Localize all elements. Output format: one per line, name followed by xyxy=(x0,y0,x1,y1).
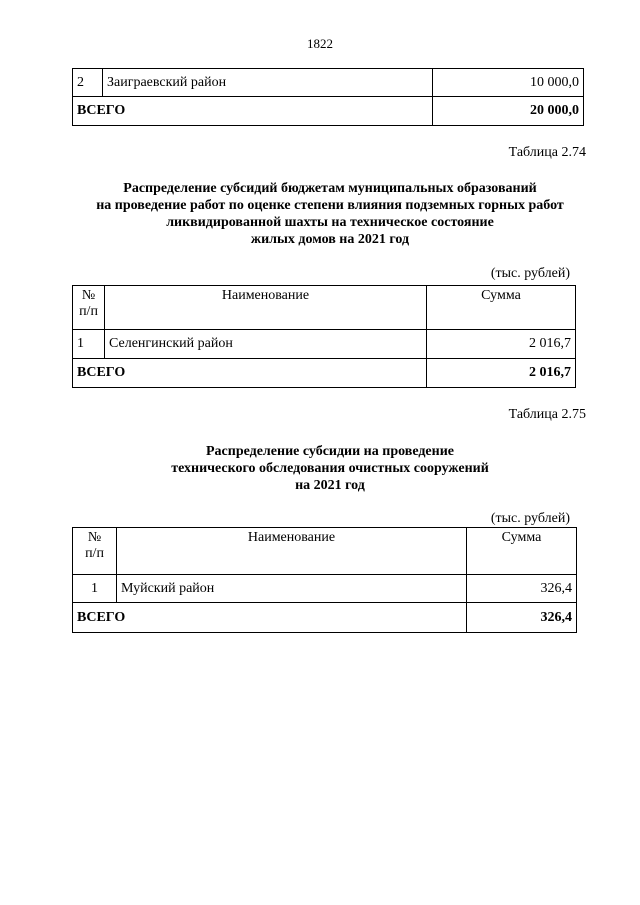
page-number: 1822 xyxy=(307,36,333,51)
header-number-line2: п/п xyxy=(79,304,98,319)
row-sum: 326,4 xyxy=(467,575,577,603)
title-line: на проведение работ по оценке степени влияния подземных горных работ xyxy=(96,198,564,213)
total-label: ВСЕГО xyxy=(73,603,467,633)
table-header xyxy=(73,286,576,330)
total-label: ВСЕГО xyxy=(73,359,427,388)
header-number-line2: п/п xyxy=(85,546,104,561)
header-sum: Сумма xyxy=(427,286,576,330)
total-row xyxy=(73,97,584,126)
total-sum: 326,4 xyxy=(467,603,577,633)
units-label: (тыс. рублей) xyxy=(490,511,570,526)
total-sum: 20 000,0 xyxy=(433,97,584,126)
row-number: 1 xyxy=(73,575,117,603)
row-sum: 10 000,0 xyxy=(433,69,584,97)
title-line: ликвидированной шахты на техническое состояние xyxy=(166,215,494,230)
header-name: Наименование xyxy=(105,286,427,330)
table-title-2-74 xyxy=(60,180,600,248)
total-sum: 2 016,7 xyxy=(427,359,576,388)
header-name: Наименование xyxy=(117,528,467,575)
row-name: Селенгинский район xyxy=(105,330,427,359)
total-row xyxy=(73,603,577,633)
title-line: Распределение субсидии на проведение xyxy=(205,444,454,459)
title-line: жилых домов на 2021 год xyxy=(250,232,410,247)
header-number-line1: № xyxy=(87,530,102,545)
units-label: (тыс. рублей) xyxy=(490,266,570,281)
title-line: Распределение субсидий бюджетам муниципальных образований xyxy=(123,181,537,196)
table-header xyxy=(73,528,577,575)
row-number: 1 xyxy=(73,330,105,359)
title-line: технического обследования очистных сооружений xyxy=(171,461,489,476)
row-number: 2 xyxy=(73,69,103,97)
row-sum: 2 016,7 xyxy=(427,330,576,359)
table-2-74 xyxy=(72,285,576,388)
table-row xyxy=(73,330,576,359)
table-caption-2-74: Таблица 2.74 xyxy=(508,145,586,160)
table-caption-2-75: Таблица 2.75 xyxy=(508,407,586,422)
table-2-75 xyxy=(72,527,577,633)
header-number-line1: № xyxy=(81,288,96,303)
table-title-2-75 xyxy=(60,443,600,494)
table-row xyxy=(73,69,584,97)
total-row xyxy=(73,359,576,388)
header-number xyxy=(73,528,117,575)
row-name: Заиграевский район xyxy=(103,69,433,97)
header-sum: Сумма xyxy=(467,528,577,575)
header-number xyxy=(73,286,105,330)
total-label: ВСЕГО xyxy=(73,97,433,126)
table-row xyxy=(73,575,577,603)
title-line: на 2021 год xyxy=(295,478,365,493)
table-top-continuation xyxy=(72,68,584,126)
row-name: Муйский район xyxy=(117,575,467,603)
